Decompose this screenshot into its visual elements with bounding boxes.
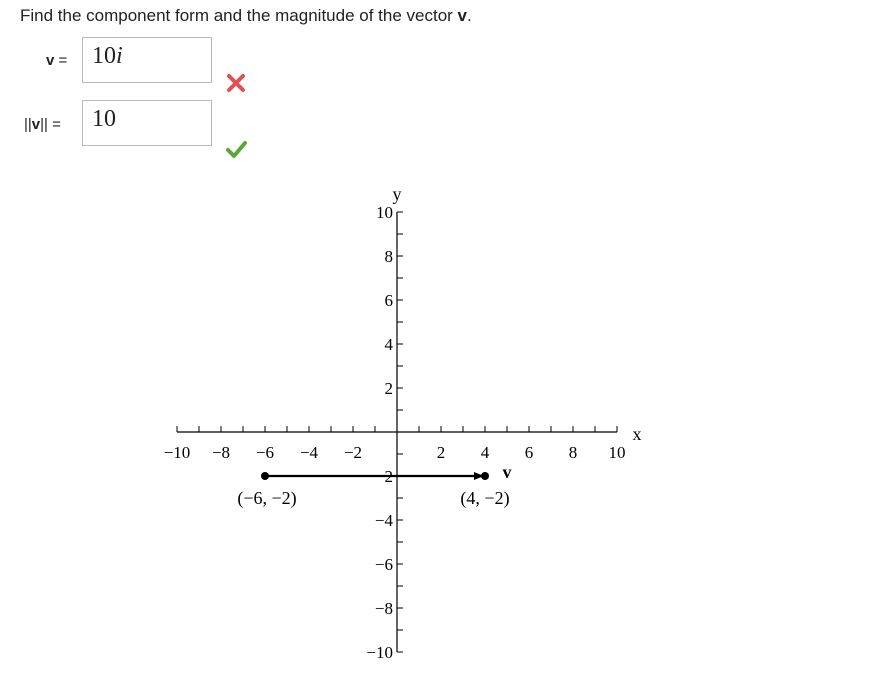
y-tick-label: −4 <box>374 511 393 530</box>
point-marker <box>261 472 269 480</box>
vector-answer-unit: i <box>116 43 123 69</box>
point-label: (4, −2) <box>460 488 510 508</box>
y-tick-label: −10 <box>366 643 393 662</box>
x-tick-label: 6 <box>524 443 534 462</box>
y-tick-label: 8 <box>384 247 393 266</box>
point-marker <box>481 472 489 480</box>
x-axis-label: x <box>632 424 642 444</box>
y-axis-label: y <box>392 184 402 204</box>
x-tick-label: −6 <box>255 443 275 462</box>
x-tick-label: 2 <box>436 443 446 462</box>
point-label: (−6, −2) <box>237 488 297 508</box>
prompt-vector-symbol: v <box>457 6 468 25</box>
y-tick-label: 6 <box>384 291 393 310</box>
vector-label: v <box>502 462 512 482</box>
x-tick-label: −2 <box>343 443 363 462</box>
magnitude-answer-value: 10 <box>92 106 116 132</box>
x-tick-label: 4 <box>480 443 490 462</box>
x-tick-label: 10 <box>608 443 626 462</box>
vector-answer-value: 10 <box>92 43 116 69</box>
y-tick-label: 4 <box>384 335 393 354</box>
y-tick-label: −2 <box>374 467 393 486</box>
x-tick-label: −8 <box>211 443 231 462</box>
y-tick-label: −8 <box>374 599 393 618</box>
x-tick-label: −4 <box>299 443 319 462</box>
y-tick-label: 10 <box>376 203 393 222</box>
y-tick-label: 2 <box>384 379 393 398</box>
x-tick-label: 8 <box>568 443 578 462</box>
magnitude-answer-label: ||v|| = <box>24 116 61 133</box>
x-tick-label: −10 <box>163 443 191 462</box>
vector-answer-label: v = <box>46 52 68 69</box>
prompt-text: Find the component form and the magnitude of the vector <box>20 6 458 25</box>
y-tick-label: −6 <box>374 555 393 574</box>
prompt-period: . <box>467 6 472 25</box>
